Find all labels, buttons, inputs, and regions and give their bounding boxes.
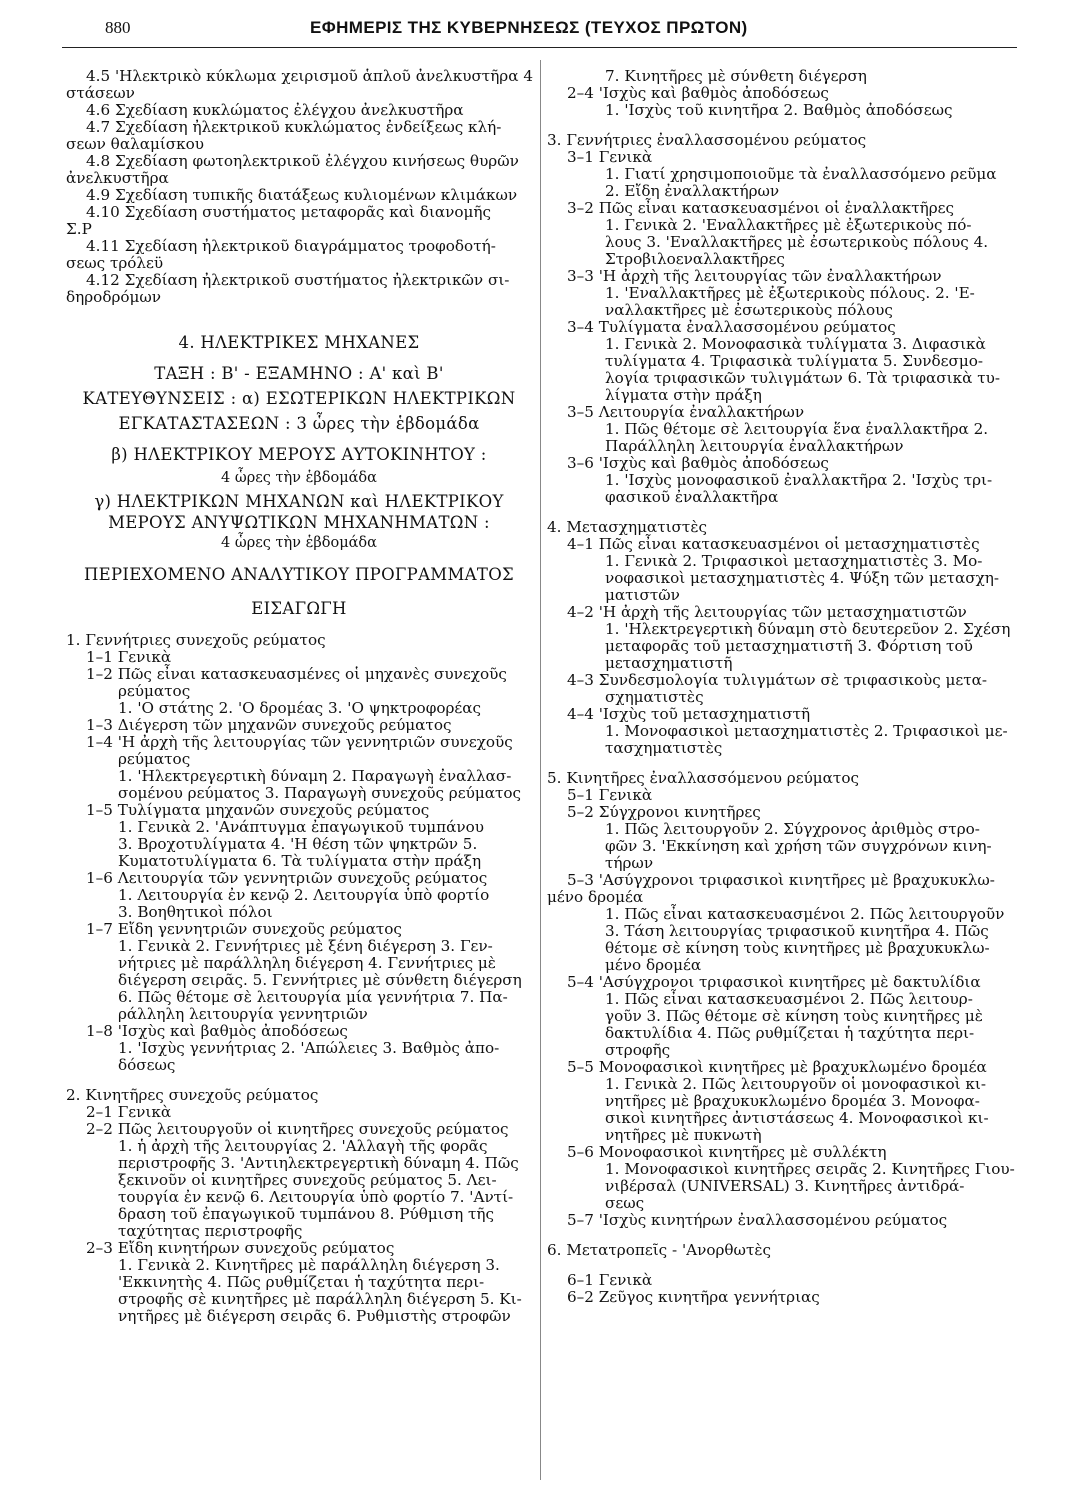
text-line: 4.8 Σχεδίαση φωτοηλεκτρικοῦ ἐλέγχου κινήσεως θυρῶν: [86, 152, 519, 170]
directions-line: ΚΑΤΕΥΘΥΝΣΕΙΣ : α) ΕΣΩΤΕΡΙΚΩΝ ΗΛΕΚΤΡΙΚΩΝ: [82, 389, 516, 408]
list-item: μεταφορᾶς τοῦ μετασχηματιστῆ 3. Φόρτιση τοῦ: [605, 637, 973, 655]
list-item: τυλίγματα 4. Τριφασικὰ τυλίγματα 5. Συνδεσμο-: [605, 352, 983, 370]
list-item: 4–3 Συνδεσμολογία τυλιγμάτων σὲ τριφασικοὺς μετα-: [567, 671, 988, 689]
list-item: 1. Γενικὰ 2. 'Ανάπτυγμα ἐπαγωγικοῦ τυμπάνου: [118, 818, 485, 836]
list-item: 2. Εἴδη ἐναλλακτήρων: [605, 182, 780, 200]
list-item: 1–1 Γενικὰ: [86, 648, 172, 666]
list-item: 2–1 Γενικὰ: [86, 1103, 172, 1121]
list-item: 1–7 Εἴδη γεννητριῶν συνεχοῦς ρεύματος: [86, 920, 402, 938]
list-item: 1. 'Ηλεκτρεγερτικὴ δύναμη στὸ δευτερεῦον 2. Σχέση: [605, 620, 1011, 638]
list-item: 5. Κινητῆρες ἐναλλασσόμενου ρεύματος: [547, 769, 859, 787]
left-column: [66, 68, 532, 1325]
hours-line: 4 ὧρες τὴν ἑβδομάδα: [221, 470, 377, 486]
list-item: 1–3 Διέγερση τῶν μηχανῶν συνεχοῦς ρεύματος: [86, 716, 452, 734]
list-item: 2. Κινητῆρες συνεχοῦς ρεύματος: [66, 1086, 319, 1104]
text-line: σεων θαλαμίσκου: [66, 135, 205, 153]
list-item: δακτυλίδια 4. Πῶς ρυθμίζεται ἡ ταχύτητα περι-: [605, 1024, 975, 1042]
list-item: διέγερση σειρᾶς. 5. Γεννήτριες μὲ σύνθετη διέγερση: [118, 971, 522, 989]
list-item: 2–3 Εἴδη κινητήρων συνεχοῦς ρεύματος: [86, 1239, 395, 1257]
list-item: 6. Πῶς θέτομε σὲ λειτουργία μία γεννήτρια 7. Πα-: [118, 988, 508, 1006]
list-item: 6–2 Ζεῦγος κινητῆρα γεννήτριας: [567, 1288, 820, 1306]
list-item: 6. Μετατροπεῖς - 'Ανορθωτὲς: [547, 1241, 772, 1259]
list-item: 1–5 Τυλίγματα μηχανῶν συνεχοῦς ρεύματος: [86, 801, 430, 819]
list-item: Στροβιλοεναλλακτῆρες: [605, 250, 785, 268]
intro-title: ΕΙΣΑΓΩΓΗ: [251, 599, 347, 618]
list-item: τήρων: [605, 854, 654, 872]
list-item: 1. 'Ισχὺς τοῦ κινητῆρα 2. Βαθμὸς ἀποδόσεως: [605, 101, 953, 119]
list-item: στροφῆς: [605, 1041, 671, 1059]
list-item: 4–2 'Η ἀρχὴ τῆς λειτουργίας τῶν μετασχηματιστῶν: [567, 603, 967, 621]
list-item: δραση τοῦ ἐπαγωγικοῦ τυμπάνου 8. Ρύθμιση τῆς: [118, 1205, 495, 1223]
list-item: 3. Τάση λειτουργίας τριφασικοῦ κινητῆρα 4. Πῶς: [605, 922, 989, 940]
class-semester-line: ΤΑΞΗ : Β' - ΕΞΑΜΗΝΟ : Α' καὶ Β': [154, 364, 444, 383]
column-separator: [540, 60, 541, 1480]
list-item: λίγματα στὴν πράξη: [605, 386, 762, 404]
text-line: 4.6 Σχεδίαση κυκλώματος ἐλέγχου ἀνελκυστῆρα: [86, 101, 464, 119]
list-item: 1. Γεννήτριες συνεχοῦς ρεύματος: [66, 631, 326, 649]
list-item: σομένου ρεύματος 3. Παραγωγὴ συνεχοῦς ρεύματος: [118, 784, 522, 802]
list-item: 1. Γενικὰ 2. Πῶς λειτουργοῦν οἱ μονοφασικοὶ κι-: [605, 1075, 986, 1093]
list-item: 1–8 'Ισχὺς καὶ βαθμὸς ἀποδόσεως: [86, 1022, 348, 1040]
list-item: 1–4 'Η ἀρχὴ τῆς λειτουργίας τῶν γεννητριῶν συνεχοῦς: [86, 733, 513, 751]
list-item: 2–2 Πῶς λειτουργοῦν οἱ κινητῆρες συνεχοῦς ρεύματος: [86, 1120, 509, 1138]
list-item: φῶν 3. 'Εκκίνηση καὶ χρήση τῶν συγχρόνων κινη-: [605, 837, 992, 855]
section-heading: 4. ΗΛΕΚΤΡΙΚΕΣ ΜΗΧΑΝΕΣ: [178, 333, 420, 352]
list-item: μετασχηματιστῆ: [605, 654, 733, 672]
list-item: 5–5 Μονοφασικοὶ κινητῆρες μὲ βραχυκλωμένο δρομέα: [567, 1058, 987, 1076]
list-item: 1. Λειτουργία ἐν κενῷ 2. Λειτουργία ὑπὸ φορτίο: [118, 886, 490, 904]
hours-line: 4 ὧρες τὴν ἑβδομάδα: [221, 535, 377, 551]
list-item: 7. Κινητῆρες μὲ σύνθετη διέγερση: [605, 67, 867, 85]
list-item: τασχηματιστὲς: [605, 739, 723, 757]
page-header: [105, 18, 1005, 48]
list-item: 1. 'Ο στάτης 2. 'Ο δρομέας 3. 'Ο ψηκτροφορέας: [118, 699, 482, 717]
list-item: 1. Πῶς θέτομε σὲ λειτουργία ἕνα ἐναλλακτῆρα 2.: [605, 420, 989, 438]
page-number: 880: [105, 18, 131, 37]
list-item: 'Εκκινητὴς 4. Πῶς ρυθμίζεται ἡ ταχύτητα περι-: [118, 1273, 485, 1291]
list-item: δόσεως: [118, 1056, 176, 1074]
list-item: 1–2 Πῶς εἶναι κατασκευασμένες οἱ μηχανὲς συνεχοῦς: [86, 665, 507, 683]
list-item: νοφασικοὶ μετασχηματιστὲς 4. Ψύξη τῶν μετασχη-: [605, 569, 1000, 587]
list-item: 5–3 'Ασύγχρονοι τριφασικοὶ κινητῆρες μὲ βραχυκυκλω-: [567, 871, 995, 889]
text-line: Σ.Ρ: [66, 220, 92, 238]
list-item: 3–5 Λειτουργία ἐναλλακτήρων: [567, 403, 805, 421]
list-item: νιβέρσαλ (UNIVERSAL) 3. Κινητῆρες ἀντιδρά-: [605, 1177, 965, 1195]
list-item: 5–7 'Ισχὺς κινητήρων ἐναλλασσομένου ρεύματος: [567, 1211, 948, 1229]
list-item: μένο δρομέα: [547, 888, 644, 906]
list-item: ναλλακτῆρες μὲ ἐσωτερικοὺς πόλους: [605, 301, 893, 319]
content-title: ΠΕΡΙΕΧΟΜΕΝΟ ΑΝΑΛΥΤΙΚΟΥ ΠΡΟΓΡΑΜΜΑΤΟΣ: [83, 565, 514, 584]
list-item: 1. Μονοφασικοὶ κινητῆρες σειρᾶς 2. Κινητῆρες Γιου-: [605, 1160, 1015, 1178]
text-line: 4.5 'Ηλεκτρικὸ κύκλωμα χειρισμοῦ ἁπλοῦ ἀνελκυστῆρα 4: [86, 67, 533, 85]
list-item: περιστροφῆς 3. 'Αντιηλεκτρεγερτικὴ δύναμη 4. Πῶς: [118, 1154, 519, 1172]
list-item: ταχύτητας περιστροφῆς: [118, 1222, 303, 1240]
list-item: 3. Γεννήτριες ἐναλλασσομένου ρεύματος: [547, 131, 867, 149]
list-item: ξεκινοῦν οἱ κινητῆρες συνεχοῦς ρεύματος 5. Λει-: [118, 1171, 497, 1189]
header-rule: [62, 47, 1017, 48]
list-item: Κυματοτυλίγματα 6. Τὰ τυλίγματα στὴν πράξη: [118, 852, 482, 870]
text-line: 4.7 Σχεδίαση ἠλεκτρικοῦ κυκλώματος ἐνδείξεως κλή-: [86, 118, 502, 136]
text-line: 4.9 Σχεδίαση τυπικῆς διατάξεως κυλιομένων κλιμάκων: [86, 186, 518, 204]
directions-line: ΕΓΚΑΤΑΣΤΑΣΕΩΝ : 3 ὧρες τὴν ἑβδομάδα: [118, 414, 480, 433]
list-item: μένο δρομέα: [605, 956, 702, 974]
text-line: στάσεων: [66, 84, 135, 102]
list-item: 5–4 'Ασύγχρονοι τριφασικοὶ κινητῆρες μὲ δακτυλίδια: [567, 973, 981, 991]
list-item: 4–4 'Ισχὺς τοῦ μετασχηματιστῆ: [567, 705, 811, 723]
list-item: θέτομε σὲ κίνηση τοὺς κινητῆρες μὲ βραχυκυκλω-: [605, 939, 990, 957]
text-line: 4.12 Σχεδίαση ἠλεκτρικοῦ συστήματος ἠλεκτρικῶν σι-: [86, 271, 510, 289]
list-item: 1. Γενικὰ 2. Κινητῆρες μὲ παράλληλη διέγερση 3.: [118, 1256, 500, 1274]
gazette-title: ΕΦΗΜΕΡΙΣ ΤΗΣ ΚΥΒΕΡΝΗΣΕΩΣ (ΤΕΥΧΟΣ ΠΡΩΤΟΝ): [310, 18, 748, 37]
list-item: ρεύματος: [118, 750, 191, 768]
list-item: 2–4 'Ισχὺς καὶ βαθμὸς ἀποδόσεως: [567, 84, 829, 102]
list-item: 1. 'Ισχὺς γεννήτριας 2. 'Απώλειες 3. Βαθμὸς ἀπο-: [118, 1039, 500, 1057]
text-line: 4.10 Σχεδίαση συστήματος μεταφορᾶς καὶ διανομῆς: [86, 203, 492, 221]
list-item: 3–3 'Η ἀρχὴ τῆς λειτουργίας τῶν ἐναλλακτήρων: [567, 267, 942, 285]
list-item: 1. 'Ισχὺς μονοφασικοῦ ἐναλλακτῆρα 2. 'Ισχὺς τρι-: [605, 471, 993, 489]
list-item: 1. Μονοφασικοὶ μετασχηματιστὲς 2. Τριφασικοὶ με-: [605, 722, 1008, 740]
list-item: 1. 'Ηλεκτρεγερτικὴ δύναμη 2. Παραγωγὴ ἐναλλασ-: [118, 767, 512, 785]
list-item: 6–1 Γενικὰ: [567, 1271, 653, 1289]
list-item: 3–4 Τυλίγματα ἐναλλασσομένου ρεύματος: [567, 318, 896, 336]
list-item: λους 3. 'Εναλλακτῆρες μὲ ἐσωτερικοὺς πόλους 4.: [605, 233, 989, 251]
list-item: 4–1 Πῶς εἶναι κατασκευασμένοι οἱ μετασχηματιστὲς: [567, 535, 980, 553]
list-item: ρεύματος: [118, 682, 191, 700]
list-item: 1. Πῶς λειτουργοῦν 2. Σύγχρονος ἀριθμὸς στρο-: [605, 820, 980, 838]
list-item: 3. Βοηθητικοὶ πόλοι: [118, 903, 273, 921]
direction-beta: β) ΗΛΕΚΤΡΙΚΟΥ ΜΕΡΟΥΣ ΑΥΤΟΚΙΝΗΤΟΥ :: [111, 445, 487, 464]
text-line: ἀνελκυστῆρα: [66, 169, 169, 187]
list-item: 1. Γενικὰ 2. Τριφασικοὶ μετασχηματιστὲς 3. Μο-: [605, 552, 983, 570]
list-item: 1. Πῶς εἶναι κατασκευασμένοι 2. Πῶς λειτουργοῦν: [605, 905, 1005, 923]
list-item: νητῆρες μὲ πυκνωτὴ: [605, 1126, 762, 1144]
list-item: 3–2 Πῶς εἶναι κατασκευασμένοι οἱ ἐναλλακτῆρες: [567, 199, 955, 217]
list-item: στροφῆς σὲ κινητῆρες μὲ παράλληλη διέγερση 5. Κι-: [118, 1290, 522, 1308]
list-item: 1. ἡ ἀρχὴ τῆς λειτουργίας 2. 'Αλλαγὴ τῆς φορᾶς: [118, 1137, 488, 1155]
list-item: 1. Γιατί χρησιμοποιοῦμε τὰ ἐναλλασσόμενο ρεῦμα: [605, 165, 997, 183]
list-item: 1. Γενικὰ 2. Μονοφασικὰ τυλίγματα 3. Διφασικὰ: [605, 335, 986, 353]
list-item: Παράλληλη λειτουργία ἐναλλακτήρων: [605, 437, 904, 455]
text-line: 4.11 Σχεδίαση ἠλεκτρικοῦ διαγράμματος τροφοδοτή-: [86, 237, 496, 255]
list-item: σχηματιστὲς: [605, 688, 704, 706]
list-item: 5–2 Σύγχρονοι κινητῆρες: [567, 803, 761, 821]
list-item: 3–6 'Ισχὺς καὶ βαθμὸς ἀποδόσεως: [567, 454, 829, 472]
list-item: 5–1 Γενικὰ: [567, 786, 653, 804]
list-item: 1–6 Λειτουργία τῶν γεννητριῶν συνεχοῦς ρεύματος: [86, 869, 488, 887]
list-item: σικοὶ κινητῆρες ἀντιστάσεως 4. Μονοφασικοὶ κι-: [605, 1109, 989, 1127]
list-item: 3. Βροχοτυλίγματα 4. 'Η θέση τῶν ψηκτρῶν 5.: [118, 835, 478, 853]
list-item: νητῆρες μὲ βραχυκυκλωμένο δρομέα 3. Μονοφα-: [605, 1092, 980, 1110]
list-item: 1. 'Εναλλακτῆρες μὲ ἐξωτερικοὺς πόλους. 2. 'Ε-: [605, 284, 975, 302]
list-item: νήτριες μὲ παράλληλη διέγερση 4. Γεννήτριες μὲ: [118, 954, 496, 972]
list-item: φασικοῦ ἐναλλακτῆρα: [605, 488, 779, 506]
text-line: δηροδρόμων: [66, 288, 162, 306]
right-column: [547, 68, 1019, 1306]
list-item: ματιστῶν: [605, 586, 680, 604]
text-line: σεως τρόλεϋ: [66, 254, 164, 272]
list-item: τουργία ἐν κενῷ 6. Λειτουργία ὑπὸ φορτίο 7. 'Αντί-: [118, 1188, 514, 1206]
list-item: σεως: [605, 1194, 645, 1212]
direction-gamma: γ) ΗΛΕΚΤΡΙΚΩΝ ΜΗΧΑΝΩΝ καὶ ΗΛΕΚΤΡΙΚΟΥ: [94, 492, 504, 511]
list-item: 4. Μετασχηματιστὲς: [547, 518, 707, 536]
direction-gamma: ΜΕΡΟΥΣ ΑΝΥΨΩΤΙΚΩΝ ΜΗΧΑΝΗΜΑΤΩΝ :: [108, 513, 490, 532]
list-item: 1. Πῶς εἶναι κατασκευασμένοι 2. Πῶς λειτουρ-: [605, 990, 973, 1008]
list-item: ράλληλη λειτουργία γεννητριῶν: [118, 1005, 368, 1023]
list-item: λογία τριφασικῶν τυλιγμάτων 6. Τὰ τριφασικὰ τυ-: [605, 369, 1000, 387]
list-item: 1. Γενικὰ 2. 'Εναλλακτῆρες μὲ ἐξωτερικοὺς πό-: [605, 216, 972, 234]
list-item: 3–1 Γενικὰ: [567, 148, 653, 166]
list-item: γοῦν 3. Πῶς θέτομε σὲ κίνηση τοὺς κινητῆρες μὲ: [605, 1007, 983, 1025]
list-item: 5–6 Μονοφασικοὶ κινητῆρες μὲ συλλέκτη: [567, 1143, 887, 1161]
list-item: 1. Γενικὰ 2. Γεννήτριες μὲ ξένη διέγερση 3. Γεν-: [118, 937, 493, 955]
list-item: νητῆρες μὲ διέγερση σειρᾶς 6. Ρυθμιστὴς στροφῶν: [118, 1307, 511, 1325]
